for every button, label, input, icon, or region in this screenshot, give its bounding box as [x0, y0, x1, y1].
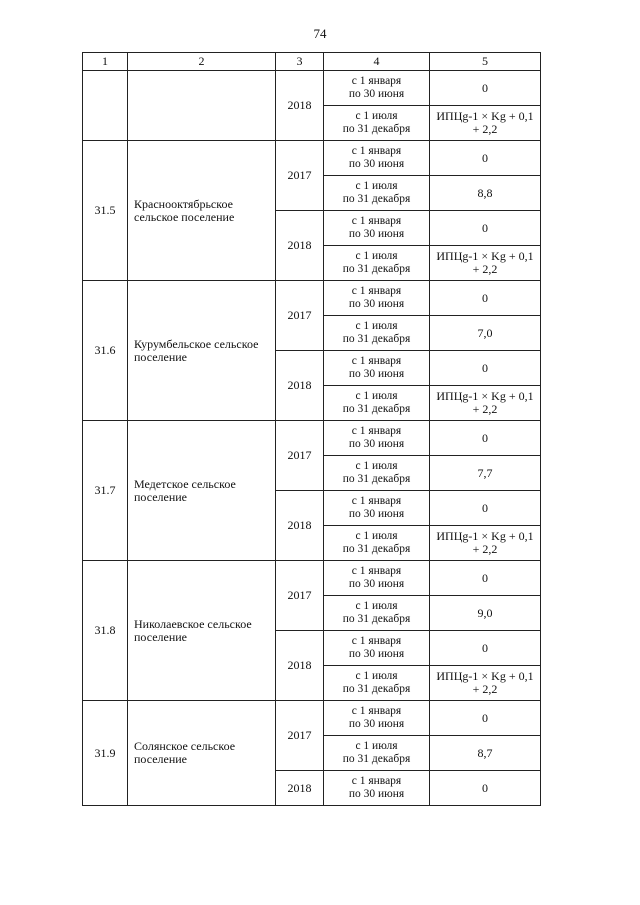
settlement-name: Николаевское сельское поселение	[128, 561, 276, 701]
tariff-value: 0	[430, 701, 541, 736]
period-first-half: с 1 января по 30 июня	[324, 351, 430, 386]
column-header: 5	[430, 53, 541, 71]
row-number	[83, 71, 128, 141]
tariff-value: 7,7	[430, 456, 541, 491]
period-second-half: с 1 июля по 31 декабря	[324, 526, 430, 561]
table-row	[83, 281, 541, 316]
table-row	[83, 701, 541, 736]
period-first-half: с 1 января по 30 июня	[324, 491, 430, 526]
column-header: 2	[128, 53, 276, 71]
period-second-half: с 1 июля по 31 декабря	[324, 176, 430, 211]
tariff-value: ИПЦg-1 × Kg + 0,1 + 2,2	[430, 246, 541, 281]
tariff-value: 0	[430, 491, 541, 526]
period-second-half: с 1 июля по 31 декабря	[324, 736, 430, 771]
settlement-name: Солянское сельское поселение	[128, 701, 276, 806]
table-row	[83, 71, 541, 106]
table-row	[83, 141, 541, 176]
year-cell: 2018	[276, 631, 324, 701]
period-second-half: с 1 июля по 31 декабря	[324, 316, 430, 351]
period-first-half: с 1 января по 30 июня	[324, 701, 430, 736]
table-row	[83, 561, 541, 596]
tariff-value: 0	[430, 141, 541, 176]
column-header: 3	[276, 53, 324, 71]
year-cell: 2018	[276, 211, 324, 281]
period-first-half: с 1 января по 30 июня	[324, 211, 430, 246]
period-first-half: с 1 января по 30 июня	[324, 771, 430, 806]
tariff-value: 8,7	[430, 736, 541, 771]
period-first-half: с 1 января по 30 июня	[324, 281, 430, 316]
tariff-value: 0	[430, 421, 541, 456]
year-cell: 2017	[276, 281, 324, 351]
year-cell: 2018	[276, 351, 324, 421]
year-cell: 2017	[276, 421, 324, 491]
year-cell: 2018	[276, 491, 324, 561]
tariff-value: 0	[430, 351, 541, 386]
tariff-value: 0	[430, 631, 541, 666]
period-first-half: с 1 января по 30 июня	[324, 631, 430, 666]
year-cell: 2017	[276, 561, 324, 631]
period-second-half: с 1 июля по 31 декабря	[324, 386, 430, 421]
tariff-value: 0	[430, 561, 541, 596]
year-cell: 2018	[276, 71, 324, 141]
period-first-half: с 1 января по 30 июня	[324, 421, 430, 456]
tariff-value: 0	[430, 771, 541, 806]
tariff-value: ИПЦg-1 × Kg + 0,1 + 2,2	[430, 106, 541, 141]
period-first-half: с 1 января по 30 июня	[324, 141, 430, 176]
column-header: 4	[324, 53, 430, 71]
tariff-value: ИПЦg-1 × Kg + 0,1 + 2,2	[430, 386, 541, 421]
row-number: 31.9	[83, 701, 128, 806]
row-number: 31.7	[83, 421, 128, 561]
row-number: 31.6	[83, 281, 128, 421]
settlement-name: Краснооктябрьское сельское поселение	[128, 141, 276, 281]
settlement-name: Курумбельское сельское поселение	[128, 281, 276, 421]
row-number: 31.5	[83, 141, 128, 281]
page-number: 74	[313, 26, 327, 41]
tariff-value: 0	[430, 211, 541, 246]
table-row	[83, 421, 541, 456]
settlement-name	[128, 71, 276, 141]
tariff-value: 0	[430, 71, 541, 106]
tariff-value: 9,0	[430, 596, 541, 631]
tariff-value: ИПЦg-1 × Kg + 0,1 + 2,2	[430, 666, 541, 701]
period-second-half: с 1 июля по 31 декабря	[324, 666, 430, 701]
period-second-half: с 1 июля по 31 декабря	[324, 456, 430, 491]
row-number: 31.8	[83, 561, 128, 701]
tariff-value: ИПЦg-1 × Kg + 0,1 + 2,2	[430, 526, 541, 561]
tariff-value: 7,0	[430, 316, 541, 351]
tariff-value: 0	[430, 281, 541, 316]
year-cell: 2017	[276, 701, 324, 771]
tariff-value: 8,8	[430, 176, 541, 211]
tariff-table	[82, 52, 541, 806]
table-header-row	[83, 53, 541, 71]
year-cell: 2017	[276, 141, 324, 211]
period-first-half: с 1 января по 30 июня	[324, 561, 430, 596]
period-first-half: с 1 января по 30 июня	[324, 71, 430, 106]
period-second-half: с 1 июля по 31 декабря	[324, 596, 430, 631]
column-header: 1	[83, 53, 128, 71]
settlement-name: Медетское сельское поселение	[128, 421, 276, 561]
period-second-half: с 1 июля по 31 декабря	[324, 106, 430, 141]
period-second-half: с 1 июля по 31 декабря	[324, 246, 430, 281]
year-cell: 2018	[276, 771, 324, 806]
